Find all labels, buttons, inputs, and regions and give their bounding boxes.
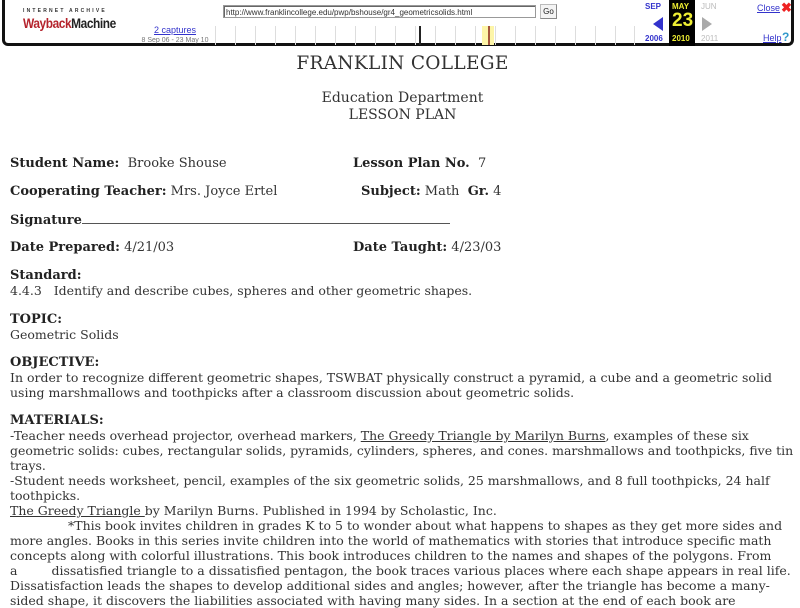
subject-field — [361, 184, 501, 199]
prev-capture-arrow-icon[interactable] — [653, 17, 663, 31]
captures-range: 8 Sep 06 - 23 May 10 — [141, 37, 209, 44]
signature-field — [10, 212, 450, 228]
objective-heading: OBJECTIVE: — [10, 355, 100, 370]
close-link[interactable]: Close — [757, 3, 781, 13]
timeline-tick — [235, 26, 236, 45]
current-day: 23 — [672, 10, 694, 31]
student-name-value: Brooke Shouse — [127, 156, 227, 171]
book-description-text: *This book invites children in grades K to 5 to wonder about what happens to shapes as they get more sides and more angles. Books in this series invite children into the world of mathematics with stories that introduce specific math concepts along with colorful illustrations. This book introduces children to the names and shapes of the polygons. From — [10, 518, 783, 563]
logo-wayback-machine-text — [23, 15, 116, 31]
captures-info — [137, 25, 213, 44]
timeline-tick — [634, 26, 635, 45]
date-prepared-value: 4/21/03 — [124, 240, 175, 255]
standard-section — [10, 268, 795, 298]
timeline-tick — [395, 26, 396, 45]
coop-teacher-field — [10, 184, 277, 199]
timeline-tick — [555, 26, 556, 45]
help-icon[interactable]: ? — [782, 30, 790, 44]
next-month: JUN — [701, 2, 717, 11]
objective-text: In order to recognize different geometric shapes, TSWBAT physically construct a pyramid, a cube and a geometric solid using marshmallows and toothpicks after a classroom discussion about geometric solids. — [10, 370, 772, 400]
date-prepared-field — [10, 240, 174, 255]
timeline-tick — [315, 26, 316, 45]
grade-value: 4 — [493, 184, 502, 199]
subject-label: Subject: — [361, 184, 421, 199]
timeline-tick — [355, 26, 356, 45]
teacher-materials-text-cont: , examples of these six geometric solids: cubes, rectangular solids, pyramids, cylinders, spheres, and cones. marshmallows and toothpicks, five tin trays. — [10, 428, 794, 473]
date-taught-label: Date Taught: — [353, 240, 448, 255]
materials-section — [10, 413, 795, 608]
timeline-tick — [255, 26, 256, 45]
prev-year-link[interactable]: 2006 — [645, 34, 663, 43]
college-title: FRANKLIN COLLEGE — [296, 53, 509, 74]
lesson-plan-no-field — [353, 156, 486, 171]
book-reference: The Greedy Triangle by Marilyn Burns — [360, 428, 606, 443]
objective-section — [10, 355, 795, 400]
wayback-logo[interactable] — [23, 8, 116, 31]
timeline-tick — [515, 26, 516, 45]
current-year: 2010 — [672, 34, 690, 43]
date-prepared-label: Date Prepared: — [10, 240, 120, 255]
timeline-tick — [215, 26, 216, 45]
timeline-tick — [435, 26, 436, 45]
next-capture-arrow-icon — [702, 17, 712, 31]
topic-text: Geometric Solids — [10, 327, 119, 342]
book-description-a: a — [10, 563, 18, 578]
book-title: The Greedy Triangle — [10, 503, 145, 518]
standard-text: 4.4.3 Identify and describe cubes, spheres and other geometric shapes. — [10, 283, 473, 298]
lesson-plan-no-label: Lesson Plan No. — [353, 156, 470, 171]
timeline-tick — [615, 26, 616, 45]
timeline-tick — [455, 26, 456, 45]
prev-month-link[interactable]: SEP — [645, 2, 662, 11]
date-taught-value: 4/23/03 — [451, 240, 502, 255]
logo-internet-archive-text: INTERNET ARCHIVE — [23, 8, 107, 14]
timeline-tick — [475, 26, 476, 45]
topic-heading: TOPIC: — [10, 312, 62, 327]
timeline-tick — [295, 26, 296, 45]
url-input[interactable]: http://www.franklincollege.edu/pwp/bshouse/gr4_geometricsolids.html — [223, 5, 536, 18]
department-name: Education Department — [321, 90, 484, 106]
student-materials: -Student needs worksheet, pencil, examples of the six geometric solids, 25 marshmallows, and 8 full toothpicks, 24 half toothpicks. — [10, 473, 770, 503]
timeline-tick — [335, 26, 336, 45]
current-capture-marker[interactable] — [488, 26, 490, 45]
capture-marker[interactable] — [419, 26, 421, 45]
teacher-materials — [10, 428, 795, 473]
coop-teacher-value: Mrs. Joyce Ertel — [170, 184, 278, 199]
book-description-text-cont: dissatisfied triangle to a dissatisfied pentagon, the book traces various places where each shape appears in real life. Dissatisfaction leads the shapes to develop additional sides and angles; however, after the triangle has become a many-sided shape, it discovers the liabilities associated with having many sides. In a section at the end of each book are — [10, 563, 791, 608]
signature-line — [82, 212, 450, 224]
materials-heading: MATERIALS: — [10, 413, 104, 428]
current-month: MAY — [672, 2, 690, 11]
timeline-tick — [495, 26, 496, 45]
next-year: 2011 — [701, 34, 719, 43]
document-subtitle — [10, 90, 795, 124]
document-type: LESSON PLAN — [348, 107, 457, 123]
standard-heading: Standard: — [10, 268, 82, 283]
teacher-materials-text: -Teacher needs overhead projector, overhead markers, — [10, 428, 361, 443]
logo-word-wayback: Wayback — [23, 15, 72, 31]
captures-link[interactable]: 2 captures — [153, 25, 197, 35]
grade-label: Gr. — [467, 184, 489, 199]
close-icon[interactable]: ✖ — [781, 0, 792, 15]
subject-value: Math — [424, 184, 460, 199]
wayback-toolbar — [2, 0, 794, 46]
timeline-tick — [375, 26, 376, 45]
student-name-field — [10, 156, 227, 171]
timeline-tick — [415, 26, 416, 45]
book-citation — [10, 503, 795, 518]
timeline-tick — [535, 26, 536, 45]
signature-label: Signature — [10, 213, 82, 228]
timeline-tick — [595, 26, 596, 45]
book-citation-text: by Marilyn Burns. Published in 1994 by Scholastic, Inc. — [144, 503, 497, 518]
timeline-tick — [575, 26, 576, 45]
go-button[interactable]: Go — [540, 4, 557, 19]
topic-section — [10, 312, 795, 342]
timeline-tick — [275, 26, 276, 45]
lesson-plan-no-value: 7 — [477, 156, 487, 171]
date-taught-field — [353, 240, 501, 255]
capture-timeline[interactable] — [215, 25, 635, 45]
student-name-label: Student Name: — [10, 156, 120, 171]
book-description — [10, 518, 795, 608]
logo-word-machine: Machine — [71, 15, 116, 31]
date-navigator — [645, 0, 725, 46]
coop-teacher-label: Cooperating Teacher: — [10, 184, 167, 199]
help-link[interactable]: Help — [763, 33, 782, 43]
